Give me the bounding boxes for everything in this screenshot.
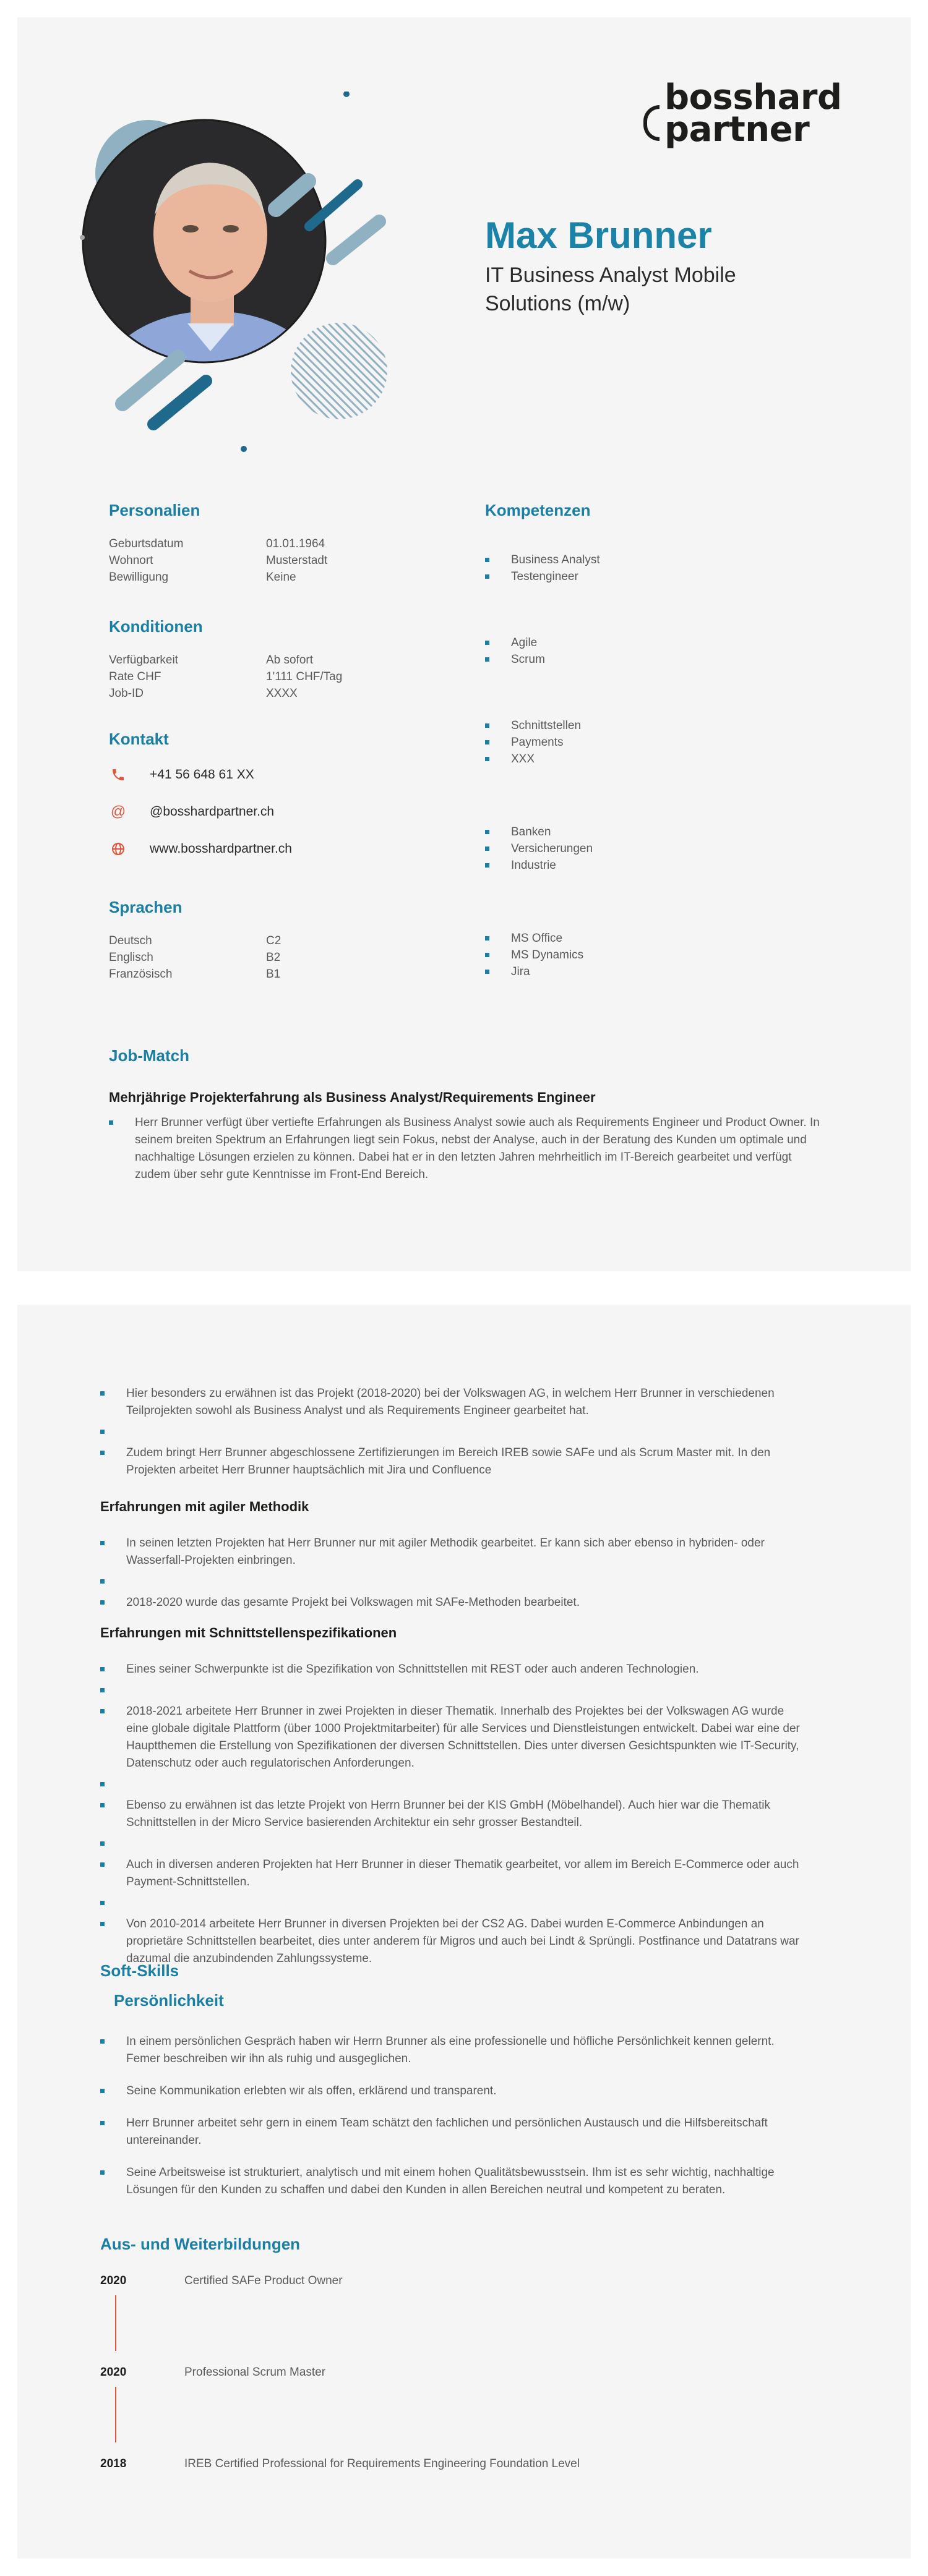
list-item: Industrie	[485, 857, 593, 874]
interfaces-list	[100, 1661, 809, 1968]
list-item: In einem persönlichen Gespräch haben wir Herrn Brunner als eine professionelle und höfliche Persönlichkeit kennen gelernt. Femer beschreiben wir ihn als ruhig und ausgeglichen.	[100, 2033, 809, 2068]
list-item: Hier besonders zu erwähnen ist das Projekt (2018-2020) bei der Volkswagen AG, in welchem Herr Brunner in verschiedenen Teilprojekten sowohl als Business Analyst und als Requirements Engineer gearbeitet hat.	[100, 1385, 809, 1420]
list-item: In seinen letzten Projekten hat Herr Brunner nur mit agiler Methodik gearbeitet. Er kann sich aber ebenso in hybriden- oder Wasserfall-Projekten einbringen.	[100, 1535, 809, 1569]
list-item: Eines seiner Schwerpunkte ist die Spezifikation von Schnittstellen mit REST oder auch anderen Technologien.	[100, 1661, 809, 1678]
decor-hatch-circle-icon	[291, 323, 387, 419]
training-year: 2020	[100, 2274, 127, 2287]
kompetenzen-group-5	[485, 930, 583, 980]
interfaces-title: Erfahrungen mit Schnittstellenspezifikationen	[100, 1625, 397, 1640]
list-item-empty	[100, 1573, 809, 1590]
kompetenzen-group-2	[485, 634, 545, 668]
list-item: Zudem bringt Herr Brunner abgeschlossene Zertifizierungen im Bereich IREB sowie SAFe und als Scrum Master mit. In den Projekten arbeitet Herr Brunner hauptsächlich mit Jira und Confluence	[100, 1444, 809, 1479]
kv-row: Geburtsdatum 01.01.1964	[109, 537, 325, 550]
konditionen-table	[109, 652, 342, 702]
cv-page-2	[17, 1305, 911, 2559]
agile-title: Erfahrungen mit agiler Methodik	[100, 1499, 309, 1514]
agile-list	[100, 1535, 809, 1611]
list-item-empty	[100, 1776, 809, 1793]
list-item: Herr Brunner verfügt über vertiefte Erfahrungen als Business Analyst sowie auch als Requirements Engineer und Product Owner. In seinem breiten Spektrum an Erfahrungen liegt sein Fokus, nebst der Analyse, auch in der Beratung des Kunden um optimale und nachhaltige Lösungen erzielen zu können. Dabei hat er in den letzten Jahren mehrheitlich im IT-Bereich gearbeitet und verfügt zudem über sehr gute Kenntnisse im Front-End Bereich.	[109, 1114, 820, 1184]
list-item: 2018-2020 wurde das gesamte Projekt bei Volkswagen mit SAFe-Methoden bearbeitet.	[100, 1594, 809, 1611]
list-item: Von 2010-2014 arbeitete Herr Brunner in diversen Projekten bei der CS2 AG. Dabei wurden E-Commerce Anbindungen an proprietäre Schnittstellen bearbeitet, dies unter anderem für Migros und auch bei Lindt & Sprüngli. Postfinance und Datatrans war dazumal die anzubindenden Zahlungssysteme.	[100, 1916, 809, 1968]
brand-logo	[643, 66, 854, 152]
portrait-graphic	[79, 92, 426, 463]
list-item: Versicherungen	[485, 840, 593, 857]
section-title-jobmatch: Job-Match	[109, 1046, 189, 1065]
section-title-sprachen: Sprachen	[109, 898, 183, 916]
contact-phone[interactable]	[109, 766, 254, 784]
section-title-kompetenzen: Kompetenzen	[485, 501, 591, 519]
timeline-connector	[115, 2295, 116, 2351]
list-item-empty	[100, 1895, 809, 1912]
list-item: Auch in diversen anderen Projekten hat Herr Brunner in dieser Thematik gearbeitet, vor allem im Bereich E-Commerce oder auch Payment-Schnittstellen.	[100, 1856, 809, 1891]
list-item: Scrum	[485, 651, 545, 668]
list-item: Banken	[485, 824, 593, 840]
kv-row: Deutsch C2	[109, 934, 281, 947]
list-item: Business Analyst	[485, 552, 600, 568]
list-item: Testengineer	[485, 568, 600, 585]
logo-line-1: bosshard	[664, 77, 842, 117]
training-text: Professional Scrum Master	[184, 2366, 326, 2379]
list-item: Agile	[485, 634, 545, 651]
jobmatch-subtitle: Mehrjährige Projekterfahrung als Business Analyst/Requirements Engineer	[109, 1090, 596, 1105]
logo-bracket-icon	[643, 105, 659, 141]
training-year: 2020	[100, 2366, 127, 2379]
contact-email[interactable]	[109, 803, 274, 821]
kv-row: Rate CHF 1'111 CHF/Tag	[109, 670, 343, 683]
contact-web[interactable]	[109, 840, 292, 858]
list-item: Herr Brunner arbeitet sehr gern in einem Team schätzt den fachlichen und persönlichen Austausch und die Hilfsbereitschaft untereinander.	[100, 2115, 809, 2149]
phone-icon	[109, 766, 127, 784]
training-year: 2018	[100, 2457, 127, 2470]
sprachen-table	[109, 932, 281, 983]
list-item: XXX	[485, 751, 581, 767]
kv-row: Bewilligung Keine	[109, 571, 296, 584]
kompetenzen-group-1	[485, 552, 600, 585]
kv-row: Französisch B1	[109, 968, 281, 981]
list-item: Schnittstellen	[485, 717, 581, 734]
candidate-role: IT Business Analyst Mobile Solutions (m/w)	[485, 263, 736, 315]
kompetenzen-group-4	[485, 824, 593, 874]
intro-list	[100, 1385, 809, 1479]
email-text: @bosshardpartner.ch	[150, 804, 275, 819]
training-text: Certified SAFe Product Owner	[184, 2274, 343, 2287]
list-item: 2018-2021 arbeitete Herr Brunner in zwei Projekten in dieser Thematik. Innerhalb des Projektes bei der Volkswagen AG wurde eine globale digitale Plattform (über 1000 Projektmitarbeiter) für alle Services und Dienstleistungen entwickelt. Dabei war eine der Hauptthemen die Erstellung von Spezifikationen der diversen Schnittstellen. Dies unter diversen Gesichtspunkten wie IT-Security, Datenschutz oder auch regulatorischen Anforderungen.	[100, 1703, 809, 1772]
section-title-softskills: Soft-Skills	[100, 1961, 179, 1980]
kv-row: Job-ID XXXX	[109, 687, 298, 700]
section-title-personalien: Personalien	[109, 501, 200, 519]
list-item-empty	[100, 1682, 809, 1699]
logo-line-2: partner	[664, 109, 810, 150]
list-item: Seine Kommunikation erlebten wir als offen, erklärend und transparent.	[100, 2083, 809, 2100]
section-title-konditionen: Konditionen	[109, 617, 203, 636]
list-item: Jira	[485, 963, 583, 980]
softskills-subtitle: Persönlichkeit	[114, 1991, 224, 2010]
list-item: Ebenso zu erwähnen ist das letzte Projekt von Herrn Brunner bei der KIS GmbH (Möbelhandel). Auch hier war die Thematik Schnittstellen in der Micro Service basierenden Architektur ein sehr grosser Bestandteil.	[100, 1797, 809, 1832]
list-item: Seine Arbeitsweise ist strukturiert, analytisch und mit einem hohen Qualitätsbewusstsein. Ihm ist es sehr wichtig, nachhaltige Lösungen für den Kunden zu schaffen und dabei den Kunden in allen Bereichen neutral und kompetent zu beraten.	[100, 2164, 809, 2199]
softskills-list	[100, 2033, 809, 2199]
list-item: MS Office	[485, 930, 583, 947]
section-title-kontakt: Kontakt	[109, 730, 169, 748]
cv-page-1	[17, 17, 911, 1271]
web-text: www.bosshardpartner.ch	[150, 842, 292, 856]
list-item: Payments	[485, 734, 581, 751]
list-item-empty	[100, 1835, 809, 1853]
kv-row: Wohnort Musterstadt	[109, 554, 328, 567]
candidate-name: Max Brunner	[485, 215, 712, 256]
personalien-table	[109, 535, 327, 586]
phone-text: +41 56 648 61 XX	[150, 767, 254, 782]
kv-row: Englisch B2	[109, 951, 281, 964]
globe-icon	[109, 840, 127, 858]
list-item: MS Dynamics	[485, 947, 583, 963]
timeline-connector	[115, 2387, 116, 2442]
section-title-training: Aus- und Weiterbildungen	[100, 2235, 301, 2253]
at-sign-icon: @	[110, 803, 126, 820]
jobmatch-list	[109, 1114, 820, 1184]
kompetenzen-group-3	[485, 717, 581, 767]
list-item-empty	[100, 1423, 809, 1441]
training-text: IREB Certified Professional for Requirements Engineering Foundation Level	[184, 2457, 580, 2470]
kv-row: Verfügbarkeit Ab sofort	[109, 654, 314, 667]
